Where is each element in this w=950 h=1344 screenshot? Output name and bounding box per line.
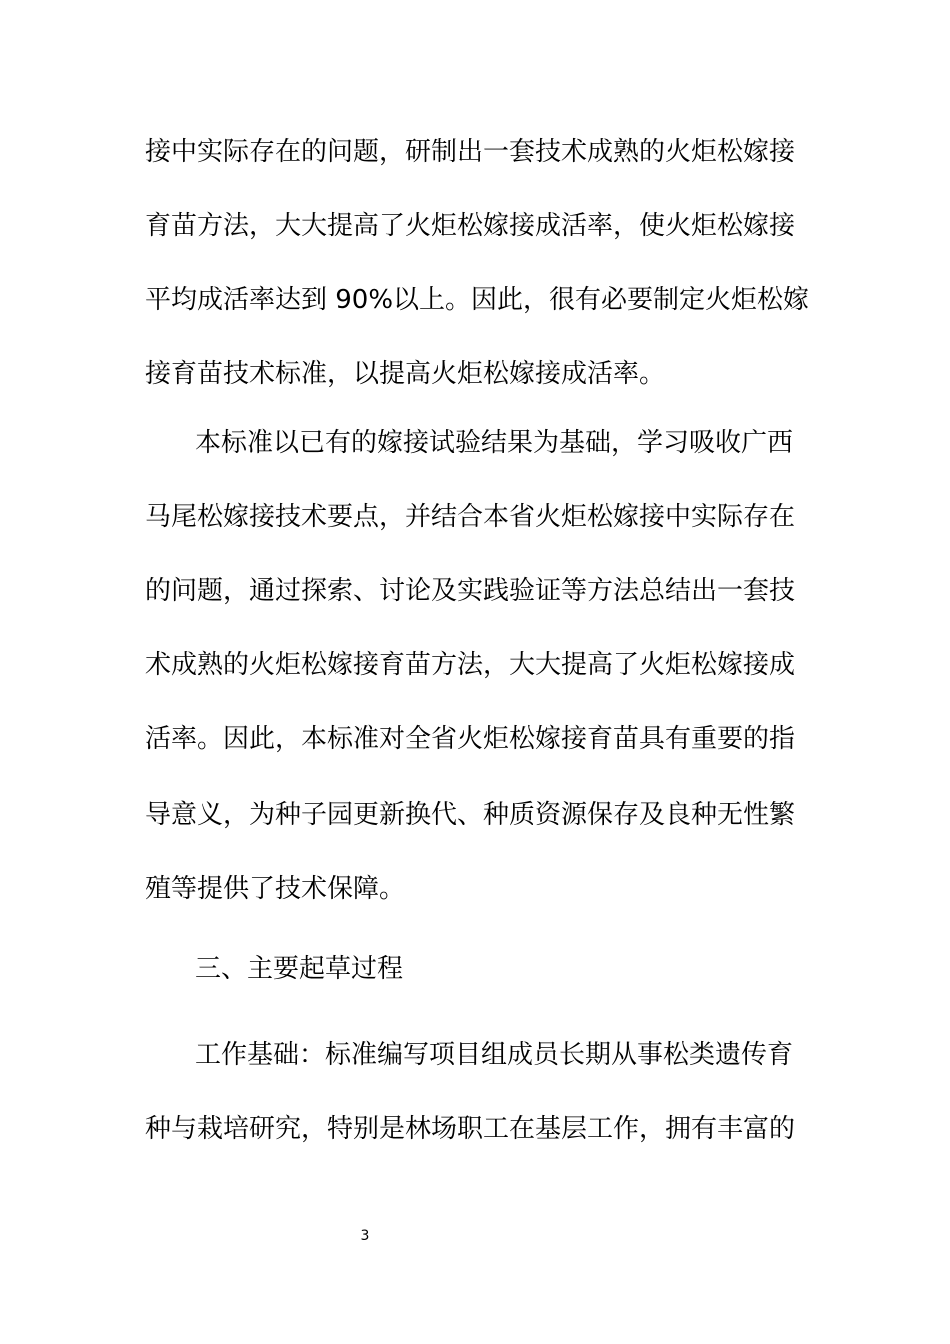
paragraph-line-3: 平均成活率达到 90%以上。因此，很有必要制定火炬松嫁 [145, 285, 810, 315]
section-heading: 三、主要起草过程 [195, 954, 404, 984]
paragraph-line-2: 育苗方法，大大提高了火炬松嫁接成活率，使火炬松嫁接 [145, 211, 796, 241]
paragraph-line-11: 殖等提供了技术保障。 [145, 874, 406, 904]
paragraph-line-6: 马尾松嫁接技术要点，并结合本省火炬松嫁接中实际存在 [145, 502, 796, 532]
paragraph-line-10: 导意义，为种子园更新换代、种质资源保存及良种无性繁 [145, 800, 796, 830]
paragraph-line-5: 本标准以已有的嫁接试验结果为基础，学习吸收广西 [195, 428, 794, 458]
paragraph-line-4: 接育苗技术标准，以提高火炬松嫁接成活率。 [145, 359, 666, 389]
paragraph-line-1: 接中实际存在的问题，研制出一套技术成熟的火炬松嫁接 [145, 137, 796, 167]
paragraph-line-8: 术成熟的火炬松嫁接育苗方法，大大提高了火炬松嫁接成 [145, 650, 796, 680]
paragraph-line-7: 的问题，通过探索、讨论及实践验证等方法总结出一套技 [145, 576, 796, 606]
paragraph-line-12: 工作基础：标准编写项目组成员长期从事松类遗传育 [195, 1040, 794, 1070]
page-number: 3 [360, 1228, 370, 1244]
paragraph-line-13: 种与栽培研究，特别是林场职工在基层工作，拥有丰富的 [145, 1114, 796, 1144]
paragraph-line-9: 活率。因此，本标准对全省火炬松嫁接育苗具有重要的指 [145, 724, 796, 754]
